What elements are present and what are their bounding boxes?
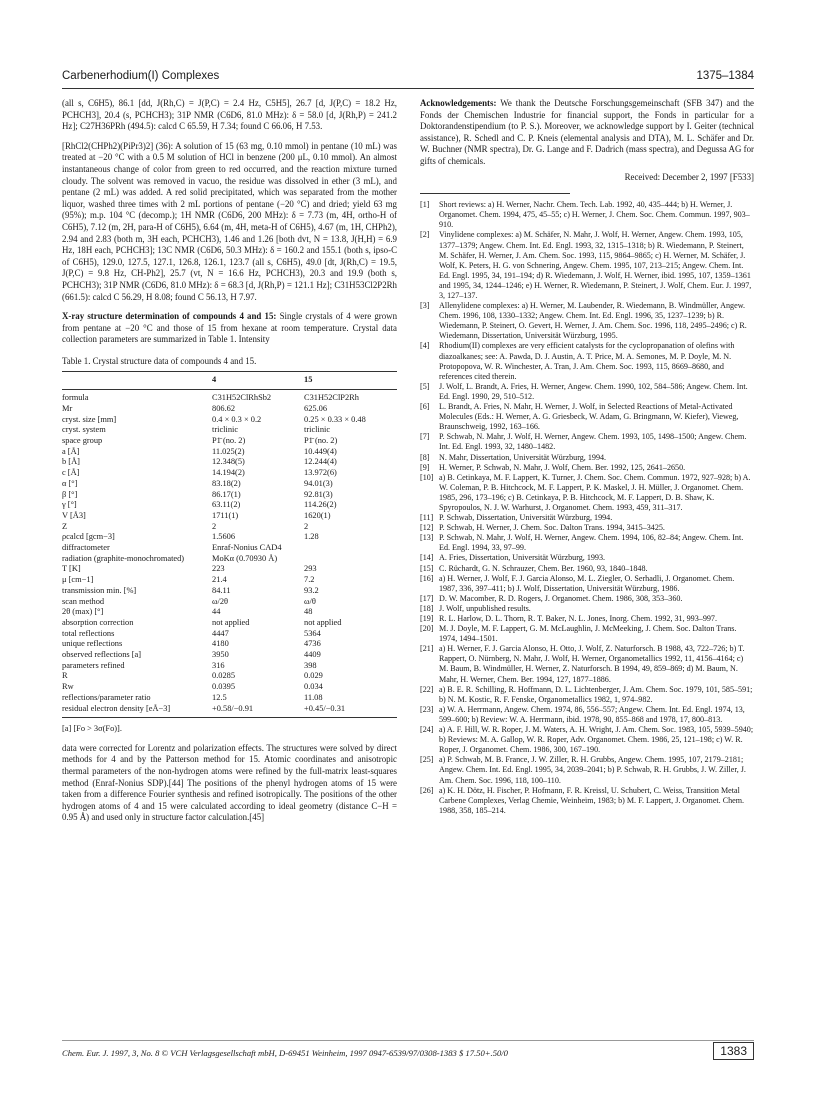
table-row (62, 607, 397, 618)
table-cell: β [°] (62, 489, 78, 499)
reference-item (420, 432, 754, 452)
table-row (62, 575, 397, 586)
table-cell: +0.58/−0.91 (212, 704, 304, 718)
table-cell: 21.4 (212, 575, 227, 585)
xray-heading: X-ray structure determination of compounds 4 and 15: (62, 311, 277, 322)
table-row (62, 457, 397, 468)
reference-text: N. Mahr, Dissertation, Universität Würzburg, 1994. (439, 452, 607, 462)
table-cell: 12.5 (212, 692, 227, 702)
table-cell: γ [°] (62, 500, 77, 510)
table-cell: ρcalcd [gcm−3] (62, 532, 115, 542)
reference-text: R. L. Harlow, D. L. Thorn, R. T. Baker, N. L. Jones, Inorg. Chem. 1992, 31, 993–997. (439, 614, 717, 623)
table-cell: reflections/parameter ratio (62, 692, 151, 702)
reference-number: [21] (420, 644, 434, 654)
table-cell: 2 (304, 521, 309, 531)
reference-number: [19] (420, 614, 434, 623)
table-cell: 10.449(4) (304, 446, 337, 456)
reference-number: [23] (420, 704, 434, 714)
table-cell: R (62, 671, 68, 681)
table-cell: 11.025(2) (212, 446, 245, 456)
reference-text: a) B. Cetinkaya, M. F. Lappert, K. Turner, J. Chem. Soc. Chem. Commun. 1972, 927–928; b) A. W. Coleman, P. B. Hitchcock, M. F. Lappert, P. K. Maskel, J. H. Müller, J. Organomet. Chem. 1985, 296, 173–196; c) B. Cetinkaya, P. B. Hitchcock, M. F. Lappert, D. B. Shaw, K. Spyropoulos, N. J. W. Warhurst, J. Organomet. Chem. 1993, 459, 311–317. (439, 472, 751, 512)
reference-text: a) P. Schwab, M. B. France, J. W. Ziller, R. H. Grubbs, Angew. Chem. 1995, 107, 2179–2181; Angew. Chem. Int. Ed. Engl. 1995, 34, 2039–2041; b) P. Schwab, R. H. Grubbs, J. W. Ziller, J. Am. Chem. Soc. 1996, 118, 100–110. (439, 755, 746, 785)
table-cell: not applied (304, 617, 342, 627)
table-cell: total reflections (62, 628, 115, 638)
table-cell: not applied (212, 617, 250, 627)
reference-number: [18] (420, 603, 434, 613)
table-cell: Mr (62, 403, 73, 413)
reference-text: M. J. Doyle, M. F. Lappert, G. M. McLaughlin, J. McMeeking, J. Chem. Soc. Dalton Trans. 1974, 1494–1501. (439, 624, 737, 644)
table-cell: MoKα (0.70930 Å) (212, 553, 278, 563)
table-cell: cryst. size [mm] (62, 414, 117, 424)
table-cell: 4736 (304, 639, 321, 649)
table-row (62, 629, 397, 640)
reference-text: a) H. Werner, F. J. Garcia Alonso, H. Otto, J. Wolf, Z. Naturforsch. B 1988, 43, 722–726; b) T. Rappert, O. Nürnberg, N. Mahr, J. Wolf, H. Werner, Organometallics 1992, 11, 4156–4164; c) M. Baum, B. Windmüller, H. Werner, Z. Naturforsch. B 1994, 49, 859–869; d) M. Baum, N. Mahr, H. Werner, Chem. Ber. 1994, 127, 1877–1886. (439, 644, 745, 684)
table-cell: 0.0395 (212, 682, 236, 692)
reference-number: [12] (420, 523, 434, 533)
reference-list (420, 200, 754, 816)
reference-item (420, 301, 754, 341)
table-row (62, 447, 397, 458)
reference-text: A. Fries, Dissertation, Universität Würzburg, 1993. (439, 553, 606, 563)
table-row (62, 661, 397, 672)
table-row (62, 479, 397, 490)
reference-number: [25] (420, 755, 434, 765)
crystal-data-table (62, 371, 397, 718)
table-row (62, 639, 397, 650)
table-row (62, 586, 397, 597)
table-cell: 625.06 (304, 403, 328, 413)
reference-text: a) W. A. Herrmann, Angew. Chem. 1974, 86, 556–557; Angew. Chem. Int. Ed. Engl. 1974, 13, 599–600; b) Review: W. A. Herrmann, ibid. 1978, 90, 855–868 and 1978, 17, 800–813. (439, 704, 745, 724)
table-cell: 4409 (304, 650, 321, 660)
table-row (62, 564, 397, 575)
table-cell: 12.244(4) (304, 457, 337, 467)
table-cell: P1̄ (no. 2) (304, 435, 338, 445)
table-cell: parameters refined (62, 660, 125, 670)
table-cell: 44 (212, 607, 221, 617)
reference-item (420, 341, 754, 381)
reference-item (420, 463, 754, 473)
reference-text: L. Brandt, A. Fries, N. Mahr, H. Werner, J. Wolf, in Selected Reactions of Metal-Activated Molecules (Eds.: H. Werner, A. G. Griesbeck, W. Adam, G. Bringmann, W. Kiefer), Vieweg, Braunschweig, 1992, 163–166. (439, 402, 739, 432)
table-cell: diffractometer (62, 543, 110, 553)
running-header (62, 70, 754, 86)
table-cell: observed reflections [a] (62, 650, 142, 660)
table-header-cell: 15 (304, 375, 313, 385)
table-cell: 1620(1) (304, 510, 331, 520)
table-cell: 83.18(2) (212, 478, 241, 488)
compound-36-paragraph: [RhCl2(CHPh2)(PiPr3)2] (36): A solution of 15 (63 mg, 0.10 mmol) in pentane (10 mL) was treated at −20 °C with a 0.5 M solution of HCl in benzene (200 μL, 0.10 mmol). An almost instantaneous change of color from green to red occurred, and the reaction mixture turned cloudy. The solvent was removed in vacuo, the residue was dissolved in ether (3 mL), and pentane (2 mL) was added. A red solid precipitated, which was separated from the mother liquor, washed three times with 2 mL portions of pentane (−20 °C) and dried; yield 63 mg (95%); m.p. 104 °C (decomp.); 1H NMR (C6D6, 200 MHz): δ = 7.73 (m, 4H, ortho-H of C6H5), 7.12 (m, 2H, para-H of C6H5), 6.64 (m, 4H, meta-H of C6H5), 4.67 (m, 1H, CHPh2), 2.94 and 2.83 (both m, 3H each, PCHCH3), 1.46 and 1.26 [both dvt, N = 13.8, J(H,H) = 6.9 Hz, 18H each, PCHCH3]; 13C NMR (C6D6, 50.3 MHz): δ = 160.2 and 155.1 (both s, ipso-C of C6H5), 129.0, 127.5, 127.1, 126.8, 126.1, 123.7 (all s, C6H5), 49.0 [dt, J(Rh,C) = 19.5, J(P,C) = 9.8 Hz, CH-Ph2], 25.7 (vt, N = 16.6 Hz, PCHCH3), 20.3 and 19.9 (both s, PCHCH3); 31P NMR (C6D6, 81.0 MHz): δ = 68.3 [d, J(Rh,P) = 121.1 Hz]; C31H53Cl2P2Rh (661.5): calcd C 56.29, H 8.08; found C 56.13, H 7.97. (62, 140, 397, 302)
table-row (62, 618, 397, 629)
table-footnote: [a] [Fo > 3σ(Fo)]. (62, 724, 122, 734)
acknowledgements-paragraph (420, 98, 754, 168)
reference-text: a) H. Werner, J. Wolf, F. J. Garcia Alonso, M. L. Ziegler, O. Serhadli, J. Organomet. Chem. 1987, 336, 397–411; b) J. Wolf, Dissertation, Universität Würzburg, 1986. (439, 573, 735, 593)
right-column (420, 98, 754, 816)
reference-number: [4] (420, 341, 430, 351)
table-cell: 94.01(3) (304, 478, 333, 488)
reference-item (420, 685, 754, 705)
table-row (62, 532, 397, 543)
table-cell: 1.28 (304, 532, 319, 542)
table-row (62, 390, 397, 404)
table-cell: 223 (212, 564, 225, 574)
table-cell: Enraf-Nonius CAD4 (212, 543, 282, 553)
table-header-cell (62, 372, 212, 390)
reference-item (420, 553, 754, 563)
table-cell: a [Å] (62, 446, 80, 456)
table-cell: T [K] (62, 564, 81, 574)
reference-item (420, 604, 754, 614)
reference-number: [16] (420, 573, 434, 583)
table-cell (304, 554, 397, 565)
references-rule (420, 193, 570, 194)
table-cell: 84.11 (212, 585, 231, 595)
table-cell: space group (62, 435, 103, 445)
table-cell: 1711(1) (212, 510, 239, 520)
table-cell: 12.348(5) (212, 457, 245, 467)
reference-item (420, 574, 754, 594)
reference-text: Rhodium(II) complexes are very efficient catalysts for the cyclopropanation of olefins with diazoalkanes; see: A. Pawda, D. J. Austin, A. T. Price, M. A. Semones, M. P. Doyle, M. N. Protopopova, W. R. Winchester, A. Tran, J. Am. Chem. Soc. 1993, 115, 8669–8680, and references cited therein. (439, 341, 735, 381)
table-cell: 11.08 (304, 692, 323, 702)
table-row (62, 650, 397, 661)
reference-item (420, 200, 754, 230)
reference-item (420, 725, 754, 755)
table-cell: Z (62, 521, 68, 531)
reference-text: a) K. H. Dötz, H. Fischer, P. Hofmann, F. R. Kreissl, U. Schubert, C. Weiss, Transition Metal Carbene Complexes, Verlag Chemie, Weinheim, 1983; b) M. F. Lappert, J. Organomet. Chem. 1988, 358, 185–214. (439, 785, 745, 815)
table-cell: residual electron density [eÅ−3] (62, 704, 212, 718)
xray-paragraph (62, 311, 397, 346)
table-cell: absorption correction (62, 617, 134, 627)
left-column (62, 98, 397, 824)
table-cell: V [Å3] (62, 510, 86, 520)
reference-item (420, 473, 754, 513)
reference-item (420, 644, 754, 684)
reference-text: C. Rüchardt, G. N. Schrauzer, Chem. Ber. 1960, 93, 1840–1848. (439, 563, 648, 573)
table-cell: 0.0285 (212, 671, 236, 681)
reference-text: a) B. E. R. Schilling, R. Hoffmann, D. L. Lichtenberger, J. Am. Chem. Soc. 1979, 101, 585–591; b) N. M. Kostic, R. F. Fenske, Organometallics 1982, 1, 974–982. (439, 684, 753, 704)
reference-item (420, 755, 754, 785)
reference-item (420, 523, 754, 533)
reference-item (420, 594, 754, 604)
table-cell: ω/2θ (212, 596, 229, 606)
table-cell: unique reflections (62, 639, 123, 649)
table-header-row (62, 372, 397, 390)
table-cell: 806.62 (212, 403, 236, 413)
reference-item (420, 402, 754, 432)
table-body (62, 372, 397, 718)
table-cell: C31H52ClRhSb2 (212, 393, 272, 403)
table-cell: 4447 (212, 628, 229, 638)
table-row (62, 404, 397, 415)
table-cell: 114.26(2) (304, 500, 337, 510)
table-cell: c [Å] (62, 468, 80, 478)
table-row (62, 522, 397, 533)
reference-number: [1] (420, 200, 430, 210)
reference-number: [2] (420, 230, 430, 240)
table-cell: 1.5606 (212, 532, 236, 542)
reference-text: P. Schwab, H. Werner, J. Chem. Soc. Dalton Trans. 1994, 3415–3425. (439, 523, 665, 533)
table-cell: +0.45/−0.31 (304, 704, 397, 718)
table-cell: 398 (304, 660, 317, 670)
reference-number: [26] (420, 785, 434, 795)
reference-text: J. Wolf, L. Brandt, A. Fries, H. Werner, Angew. Chem. 1990, 102, 584–586; Angew. Chem. Int. Ed. Engl. 1990, 29, 510–512. (439, 381, 748, 401)
table-cell: triclinic (304, 425, 331, 435)
table-cell: transmission min. [%] (62, 585, 137, 595)
reference-number: [8] (420, 452, 430, 462)
reference-text: a) A. F. Hill, W. R. Roper, J. M. Waters, A. H. Wright, J. Am. Chem. Soc. 1983, 105, 5939–5940; b) Reviews: M. A. Gallop, W. R. Roper, Adv. Organomet. Chem. 1986, 25, 121–198; c) W. R. Roper, J. Organomet. Chem. 1986, 300, 167–190. (439, 725, 754, 755)
reference-number: [5] (420, 381, 430, 391)
table-row (62, 415, 397, 426)
table-caption: Table 1. Crystal structure data of compounds 4 and 15. (62, 355, 257, 366)
table-cell: scan method (62, 596, 105, 606)
table-row (62, 682, 397, 693)
reference-number: [13] (420, 533, 434, 543)
table-cell: 5364 (304, 628, 321, 638)
table-cell: 293 (304, 564, 317, 574)
table-cell: 4180 (212, 639, 229, 649)
table-row (62, 543, 397, 554)
page-range: 1375–1384 (696, 70, 754, 82)
reference-text: Vinylidene complexes: a) M. Schäfer, N. Mahr, J. Wolf, H. Werner, Angew. Chem. 1993, 105, 1377–1379; Angew. Chem. Int. Ed. Engl. 1993, 32, 1315–1318; b) R. Wiedemann, P. Steinert, M. Schäfer, H. Werner, J. Am. Chem. Soc. 1993, 115, 9864–9865; c) H. Werner, M. Schäfer, J. Wolf, K. Peters, H. G. von Schnering, Angew. Chem. 1995, 107, 213–215; Angew. Chem. Int. Ed. Engl. 1995, 34, 191–194; d) R. Wiedemann, J. Wolf, H. Werner, ibid. 1995, 107, 1359–1361 and 1995, 34, 1244–1246; e) H. Werner, R. Wiedemann, P. Steinert, J. Wolf, Chem. Eur. J. 1997, 3, 127–137. (439, 230, 752, 300)
reference-item (420, 786, 754, 816)
reference-number: [14] (420, 553, 434, 563)
reference-text: H. Werner, P. Schwab, N. Mahr, J. Wolf, Chem. Ber. 1992, 125, 2641–2650. (439, 462, 686, 472)
ack-heading: Acknowledgements: (420, 98, 497, 108)
reference-number: [3] (420, 301, 430, 311)
table-cell: 0.4 × 0.3 × 0.2 (212, 414, 262, 424)
table-cell: triclinic (212, 425, 239, 435)
table-cell (304, 543, 397, 554)
table-cell: radiation (graphite-monochromated) (62, 553, 185, 563)
table-row (62, 425, 397, 436)
reference-number: [9] (420, 462, 430, 472)
header-rule (62, 88, 754, 89)
reference-text: P. Schwab, Dissertation, Universität Würzburg, 1994. (439, 513, 613, 523)
reference-text: Short reviews: a) H. Werner, Nachr. Chem. Tech. Lab. 1992, 40, 435–444; b) H. Werner, J. Organomet. Chem. 1994, 475, 45–55; c) H. Werner, J. Chem. Soc. Chem. Commun. 1997, 903–910. (439, 200, 750, 230)
table-cell: 0.25 × 0.33 × 0.48 (304, 414, 366, 424)
reference-number: [20] (420, 624, 434, 634)
refinement-paragraph: data were corrected for Lorentz and polarization effects. The structures were solved by direct methods for 4 and by the Patterson method for 15. Atomic coordinates and anisotropic thermal parameters of the non-hydrogen atoms were refined by the full-matrix least-squares method (Enraf-Nonius SDP).[44] The positions of the phenyl hydrogen atoms of 15 were taken from a difference Fourier synthesis and refined isotropically. The positions of the other hydrogen atoms of 4 and 15 were calculated according to ideal geometry (distance C−H = 0.95 Å) and used only in structure factor calculation.[45] (62, 742, 397, 823)
table-cell: C31H52ClP2Rh (304, 393, 359, 403)
reference-item (420, 624, 754, 644)
reference-item (420, 513, 754, 523)
reference-number: [6] (420, 402, 430, 412)
reference-number: [15] (420, 563, 434, 573)
table-row (62, 554, 397, 565)
page-number: 1383 (713, 1042, 754, 1060)
reference-text: P. Schwab, N. Mahr, J. Wolf, H. Werner, Angew. Chem. 1993, 105, 1498–1500; Angew. Chem. Int. Ed. Engl. 1993, 32, 1480–1482. (439, 432, 747, 452)
table-cell: formula (62, 393, 89, 403)
journal-citation: Chem. Eur. J. 1997, 3, No. 8 © VCH Verlagsgesellschaft mbH, D-69451 Weinheim, 1997 0947-6539/97/0308-1383 $ 17.50+.50/0 (62, 1048, 508, 1058)
table-cell: 0.034 (304, 682, 323, 692)
table-cell: 86.17(1) (212, 489, 241, 499)
reference-number: [11] (420, 513, 434, 523)
table-cell: 3950 (212, 650, 229, 660)
intro-paragraph: (all s, C6H5), 86.1 [dd, J(Rh,C) = J(P,C) = 2.4 Hz, C5H5], 26.7 [d, J(P,C) = 18.2 Hz, PCHCH3], 20.4 (s, PCHCH3); 31P NMR (C6D6, 81.0 MHz): δ = 58.0 [d, J(Rh,P) = 241.2 Hz]; C27H36PRh (494.5): calcd C 65.59, H 7.34; found C 66.06, H 7.53. (62, 98, 397, 132)
reference-number: [17] (420, 593, 434, 603)
reference-item (420, 230, 754, 301)
table-row (62, 693, 397, 704)
table-cell: 14.194(2) (212, 468, 245, 478)
xray-text: Single crystals of 4 were grown from pentane at −20 °C and those of 15 from hexane at room temperature. Crystal data collection parameters are summarized in Table 1. Intensity (62, 311, 398, 345)
table-cell: 13.972(6) (304, 468, 337, 478)
reference-text: J. Wolf, unpublished results. (439, 603, 531, 613)
reference-item (420, 614, 754, 624)
table-header-cell: 4 (212, 375, 217, 385)
table-row (62, 490, 397, 501)
table-row (62, 704, 397, 718)
table-cell: 2 (212, 521, 217, 531)
reference-text: Allenylidene complexes: a) H. Werner, M. Laubender, R. Wiedemann, B. Windmüller, Angew. Chem. 1996, 108, 1330–1332; Angew. Chem. Int. Ed. Engl. 1996, 35, 1237–1239; b) R. Wiedemann, P. Steinert, O. Gevert, H. Werner, J. Am. Chem. Soc. 1996, 118, 2495–2496; c) R. Wiedemann, Dissertation, Universität Würzburg, 1995. (439, 301, 747, 341)
reference-item (420, 533, 754, 553)
table-cell: 92.81(3) (304, 489, 333, 499)
reference-text: P. Schwab, N. Mahr, J. Wolf, H. Werner, Angew. Chem. 1994, 106, 82–84; Angew. Chem. Int. Ed. Engl. 1994, 33, 97–99. (439, 533, 744, 553)
table-row (62, 436, 397, 447)
table-cell: 2θ (max) [°] (62, 607, 104, 617)
table-cell: 0.029 (304, 671, 323, 681)
table-cell: Rw (62, 682, 74, 692)
table-cell: 63.11(2) (212, 500, 241, 510)
table-cell: 93.2 (304, 585, 319, 595)
table-row (62, 511, 397, 522)
table-row (62, 597, 397, 608)
reference-number: [24] (420, 725, 434, 735)
table-cell: cryst. system (62, 425, 106, 435)
table-cell: α [°] (62, 478, 78, 488)
reference-number: [7] (420, 432, 430, 442)
table-cell: b [Å] (62, 457, 80, 467)
reference-text: D. W. Macomber, R. D. Rogers, J. Organomet. Chem. 1986, 308, 353–360. (439, 593, 683, 603)
running-title: Carbenerhodium(I) Complexes (62, 70, 220, 82)
ack-text: We thank the Deutsche Forschungsgemeinschaft (SFB 347) and the Fonds der Chemischen Industrie for financial support, the Fonds in particular for a Doktorandenstipendium (to P. S.). Moreover, we acknowledge support by I. Geiter (technical assistance), R. Schedl and C. P. Kneis (elemental analysis and DTA), M. L. Schäfer and Dr. W. Buchner (NMR spectra), Dr. G. Lange and F. Dadrich (mass spectra), and Degussa AG for gifts of chemicals. (420, 98, 754, 166)
reference-number: [10] (420, 472, 434, 482)
reference-item (420, 705, 754, 725)
table-cell: μ [cm−1] (62, 575, 94, 585)
table-cell: 48 (304, 607, 313, 617)
received-date: Received: December 2, 1997 [F533] (624, 171, 754, 182)
table-cell: ω/θ (304, 596, 316, 606)
table-cell: P1̄ (no. 2) (212, 435, 246, 445)
reference-item (420, 564, 754, 574)
table-row (62, 500, 397, 511)
table-cell: 7.2 (304, 575, 315, 585)
table-cell: 316 (212, 660, 225, 670)
table-row (62, 468, 397, 479)
table-row (62, 671, 397, 682)
footer-rule (62, 1040, 754, 1041)
reference-item (420, 382, 754, 402)
reference-item (420, 453, 754, 463)
reference-number: [22] (420, 684, 434, 694)
